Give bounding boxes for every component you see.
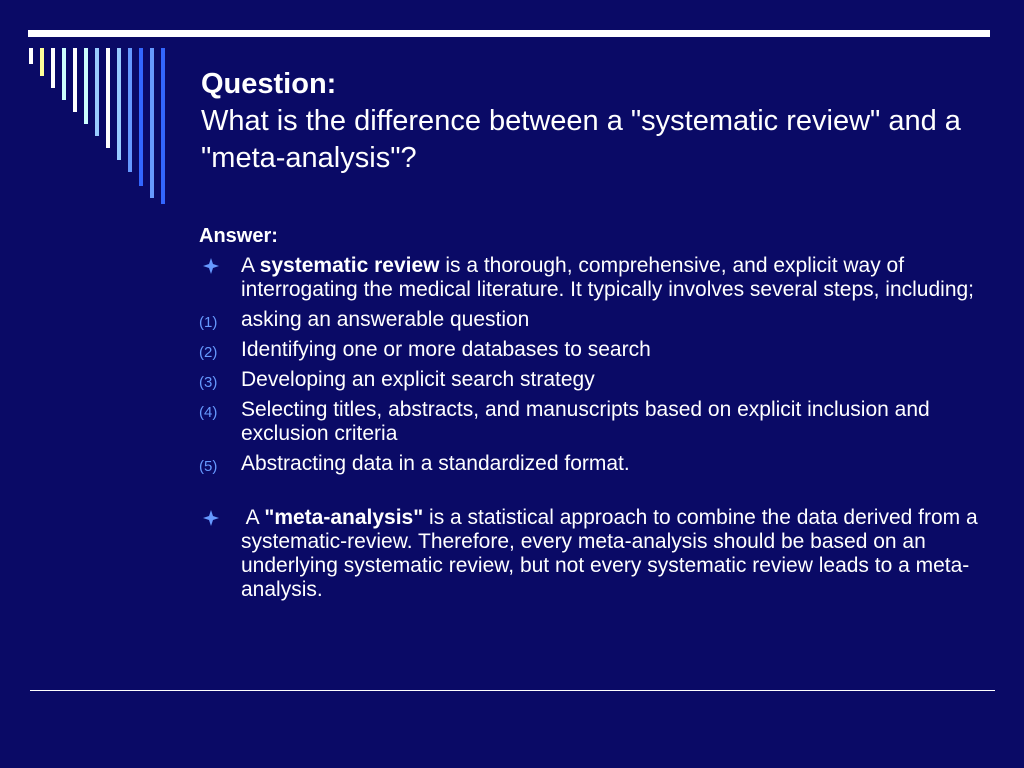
bullet-meta-analysis xyxy=(199,506,979,602)
bullet-systematic-review xyxy=(199,254,979,302)
list-number: (3) xyxy=(199,374,218,391)
answer-label: Answer: xyxy=(199,225,278,247)
bullet-suffix: is a statistical approach to combine the data derived from a systematic-review. Therefore, every meta-analysis should be based on an underlying systematic review, but not every systematic review leads to a meta-analysis. xyxy=(241,506,978,601)
bottom-divider-line xyxy=(30,690,995,691)
deco-bar xyxy=(128,48,132,172)
bullet-suffix: is a thorough, comprehensive, and explicit way of interrogating the medical literature. It typically involves several steps, including; xyxy=(241,254,975,301)
deco-bar xyxy=(117,48,121,160)
list-item xyxy=(199,308,979,332)
list-item-text: asking an answerable question xyxy=(241,308,530,331)
bullet-bold-term: "meta-analysis" xyxy=(264,506,424,529)
deco-bar xyxy=(95,48,99,136)
bullet-prefix: A xyxy=(241,506,265,529)
bullet-bold-term: systematic review xyxy=(259,254,440,277)
list-number: (1) xyxy=(199,314,218,331)
answer-body xyxy=(199,224,979,602)
list-number: (2) xyxy=(199,344,218,361)
deco-bar xyxy=(150,48,154,198)
deco-bar xyxy=(73,48,77,112)
deco-bar xyxy=(161,48,165,204)
list-item-text: Abstracting data in a standardized format. xyxy=(241,452,630,475)
deco-bar xyxy=(139,48,143,186)
slide-title xyxy=(201,66,961,177)
list-item-text: Identifying one or more databases to search xyxy=(241,338,651,361)
deco-bar xyxy=(106,48,110,148)
deco-bar xyxy=(84,48,88,124)
diamond-bullet-icon xyxy=(203,258,219,274)
list-item xyxy=(199,398,979,446)
list-number: (5) xyxy=(199,458,218,475)
question-label: Question: xyxy=(201,68,337,100)
list-item xyxy=(199,338,979,362)
list-item-text: Selecting titles, abstracts, and manuscripts based on explicit inclusion and exclusion criteria xyxy=(241,398,930,445)
deco-bar xyxy=(51,48,55,88)
spacer xyxy=(199,476,979,506)
diamond-bullet-icon xyxy=(203,510,219,526)
bullet-prefix: A xyxy=(241,254,260,277)
question-text: What is the difference between a "systematic review" and a "meta-analysis"? xyxy=(201,105,961,174)
list-item xyxy=(199,368,979,392)
top-divider-line xyxy=(28,30,990,37)
deco-bar xyxy=(29,48,33,64)
deco-bar xyxy=(40,48,44,76)
list-item-text: Developing an explicit search strategy xyxy=(241,368,595,391)
list-item xyxy=(199,452,979,476)
list-number: (4) xyxy=(199,404,218,421)
deco-bar xyxy=(62,48,66,100)
